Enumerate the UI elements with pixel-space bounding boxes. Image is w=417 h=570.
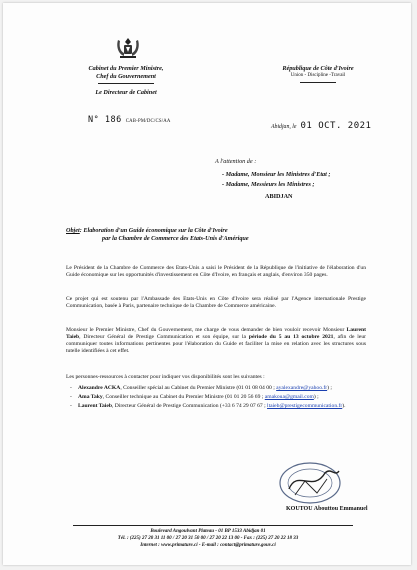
contact-item — [69, 385, 369, 392]
para3-part-c: , afin de leur communiquer toutes informations pertinentes pour l'élaboration du Guide et faciliter la mise en relation avec les structures sous tutelle identifiées à cet effet. — [66, 334, 366, 354]
official-stamp-icon — [275, 459, 345, 507]
letter-page — [3, 3, 411, 565]
para3-period: période du 5 au 13 octobre 2021 — [248, 334, 334, 340]
para3-part-b: , Directeur Général de Prestige Communication et son équipe, sur la — [79, 334, 249, 340]
recipient-line-1: - Madame, Monsieur les Ministres d'Etat ; — [222, 171, 331, 178]
coat-of-arms-emblem — [115, 36, 141, 60]
motto-divider — [300, 82, 336, 83]
contact-name: Laurent Taieb — [78, 403, 112, 409]
director-title: Le Directeur de Cabinet — [95, 89, 157, 96]
date-stamp: 01 OCT. 2021 — [300, 121, 372, 131]
contact-email-link[interactable]: amakoua@gmail.com — [264, 394, 314, 400]
signatory-name: KOUTOU Abouttou Emmanuel — [286, 506, 368, 512]
subject-text-2: par la Chambre de Commerce des Etats-Unis d'Amérique — [102, 234, 249, 242]
recipient-line-2: - Madame, Messieurs les Ministres ; — [222, 181, 315, 188]
reference-number — [88, 109, 171, 127]
contact-name: Alexandre ACKA — [78, 385, 121, 391]
contacts-intro: Les personnes-ressources à contacter pour indiquer vos disponibilités sont les suivantes : — [66, 374, 265, 380]
reference-code: CAB-PM/DC/CS/AA — [125, 119, 171, 124]
subject-block — [66, 227, 366, 242]
contact-role: , Directeur Général de Prestige Communication (+33 6 74 29 07 67 ; — [111, 403, 266, 409]
date-prefix: Abidjan, le — [271, 124, 297, 130]
office-line-1: Cabinet du Premier Ministre, — [88, 65, 164, 72]
subject-text-1: : Elaboration d'un Guide économique sur la Côte d'Ivoire — [79, 227, 228, 234]
recipient-city: ABIDJAN — [265, 193, 293, 200]
contact-item — [69, 394, 369, 401]
para3-part-a: Monsieur le Premier Ministre, Chef du Gouvernement, me charge de vous demander de bien vouloir recevoir Monsieur — [66, 327, 347, 333]
national-motto: Union - Discipline -Travail — [290, 73, 346, 78]
footer-contact: Internet : www.primature.ci - E-mail : contact@primature.gouv.ci — [140, 543, 276, 548]
body-paragraph-3 — [66, 327, 366, 355]
contact-email-link[interactable]: ayalexandre@yahoo.fr — [276, 385, 328, 391]
republic-name: République de Côte d'Ivoire — [282, 65, 354, 72]
contact-role: , Conseiller technique au Cabinet du Premier Ministre (01 01 20 56 69 ; — [102, 394, 264, 400]
footer-phone: Tél. : (225) 27 20 31 11 00 / 27 20 31 50 00 / 27 20 22 13 00 - Fax : (225) 27 20 22 18 33 — [117, 536, 299, 541]
office-line-2: Chef du Gouvernement — [96, 73, 156, 80]
contact-email-link[interactable]: ltaieb@prestigecommunication.fr — [267, 403, 343, 409]
contact-tail: ). — [342, 403, 346, 409]
body-paragraph-1: Le Président de la Chambre de Commerce des Etats-Unis a saisi le Président de la République de l'initiative de l'élaboration d'un Guide économique sur les opportunités d'investissement en Côte d'Ivoire, en français et anglais, d'environ 350 pages. — [66, 265, 366, 278]
para3-name: Laurent Taieb — [66, 327, 366, 340]
letter-date — [271, 115, 371, 133]
subject-label: Objet — [66, 227, 80, 234]
reference-handwritten: N° 186 — [88, 115, 122, 125]
contact-tail: ) ; — [313, 394, 319, 400]
header-divider — [98, 83, 154, 84]
contact-tail: ) ; — [327, 385, 332, 391]
attention-label: A l'attention de : — [215, 158, 257, 165]
contact-role: , Conseiller spécial au Cabinet du Premier Ministre (01 01 08 04 00 ; — [120, 385, 275, 391]
contact-name: Ama Taky — [78, 394, 103, 400]
contacts-list — [69, 385, 369, 412]
contact-item — [69, 403, 369, 410]
footer-address: Boulevard Angoulvant Plateau - 01 BP 1533 Abidjan 01 — [150, 529, 266, 534]
body-paragraph-2: Ce projet qui est soutenu par l'Ambassade des Etats-Unis en Côte d'Ivoire sera réalisé par l'Agence internationale Prestige Communication, basée à Paris, partenaire technique de la Chambre de Commerce américaine. — [66, 296, 366, 309]
footer-divider — [73, 525, 353, 526]
